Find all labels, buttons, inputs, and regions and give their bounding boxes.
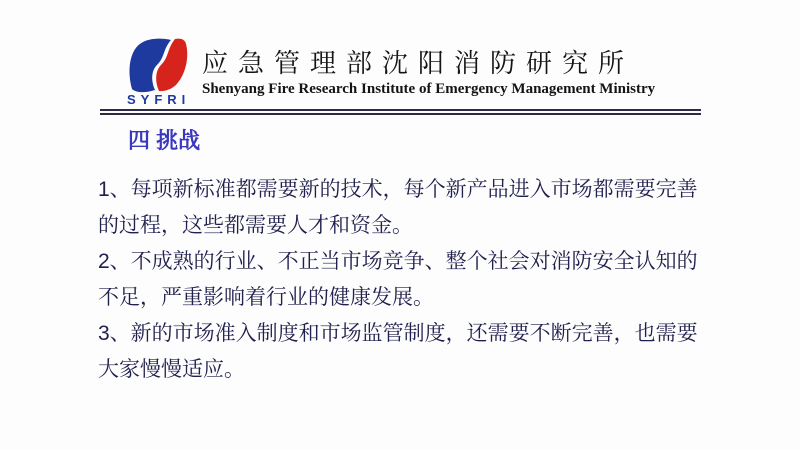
body-text-line: 1、每项新标准都需要新的技术，每个新产品进入市场都需要完善	[98, 178, 698, 201]
section-title: 四 挑战	[128, 128, 201, 153]
body-text-line: 大家慢慢适应。	[98, 358, 245, 381]
syfri-logo	[126, 37, 192, 93]
logo-acronym-text: SYFRI	[127, 92, 191, 107]
body-text-line: 的过程，这些都需要人才和资金。	[98, 214, 413, 237]
body-text-line: 不足，严重影响着行业的健康发展。	[98, 286, 434, 309]
body-text-line: 2、不成熟的行业、不正当市场竞争、整个社会对消防安全认知的	[98, 250, 698, 273]
body-text-line: 3、新的市场准入制度和市场监管制度，还需要不断完善，也需要	[98, 322, 698, 345]
institute-name-chinese: 应急管理部沈阳消防研究所	[202, 49, 635, 78]
header-divider-rule	[100, 109, 701, 115]
syfri-logo-icon	[126, 37, 192, 93]
body-text-block	[98, 172, 758, 388]
institute-name-english: Shenyang Fire Research Institute of Emergency Management Ministry	[202, 81, 656, 97]
